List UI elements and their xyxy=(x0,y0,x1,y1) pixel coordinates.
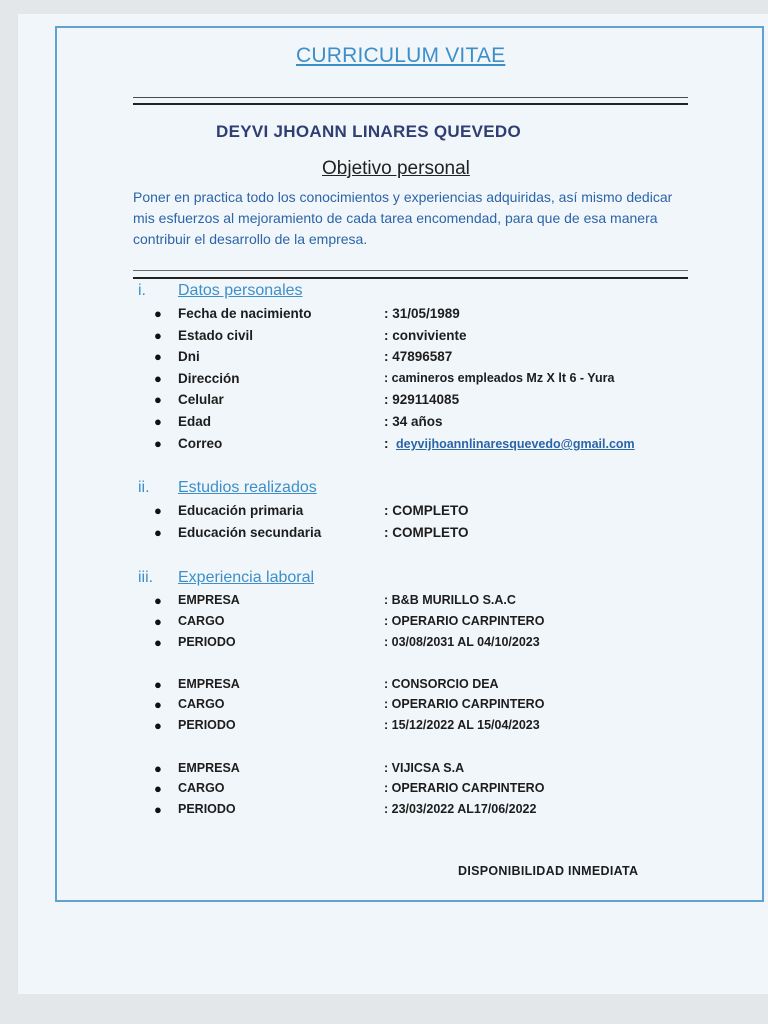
bullet-icon: ● xyxy=(154,392,162,407)
list-item xyxy=(154,802,714,822)
divider-line xyxy=(133,277,688,279)
bullet-icon: ● xyxy=(154,503,162,518)
bullet-icon: ● xyxy=(154,718,162,733)
email-link[interactable]: deyvijhoannlinaresquevedo@gmail.com xyxy=(396,437,635,451)
bullet-icon: ● xyxy=(154,593,162,608)
list-item xyxy=(154,525,714,545)
field-label: Educación secundaria xyxy=(178,525,322,540)
field-value: : OPERARIO CARPINTERO xyxy=(384,697,545,711)
field-label: Dirección xyxy=(178,371,240,386)
list-item xyxy=(154,781,714,801)
bullet-icon: ● xyxy=(154,525,162,540)
field-value: : 31/05/1989 xyxy=(384,306,460,321)
field-value: : 34 años xyxy=(384,414,443,429)
field-value: : 929114085 xyxy=(384,392,460,407)
divider-line xyxy=(133,103,688,105)
objective-text: Poner en practica todo los conocimientos y experiencias adquiridas, así mismo dedicar mis esfuerzos al mejoramiento de cada tarea encomendad, para que de esa manera contribuir el desarrollo de la empresa. xyxy=(133,189,673,247)
list-item xyxy=(154,677,714,697)
bullet-icon: ● xyxy=(154,761,162,776)
field-value: : 47896587 xyxy=(384,349,453,364)
bullet-icon: ● xyxy=(154,328,162,343)
field-label: Celular xyxy=(178,392,224,407)
objective-heading: Objetivo personal xyxy=(322,158,470,179)
field-value: : conviviente xyxy=(384,328,467,343)
bullet-icon: ● xyxy=(154,349,162,364)
list-item xyxy=(154,436,714,456)
field-label: PERIODO xyxy=(178,802,236,816)
bullet-icon: ● xyxy=(154,697,162,712)
field-label: Educación primaria xyxy=(178,503,304,518)
field-value: : 15/12/2022 AL 15/04/2023 xyxy=(384,718,540,732)
section-title-experience: Experiencia laboral xyxy=(178,569,315,586)
colon: : xyxy=(384,436,389,451)
candidate-name: DEYVI JHOANN LINARES QUEVEDO xyxy=(216,122,522,141)
bullet-icon: ● xyxy=(154,436,162,451)
field-label: PERIODO xyxy=(178,635,236,649)
field-label: CARGO xyxy=(178,614,225,628)
field-value: : B&B MURILLO S.A.C xyxy=(384,593,516,607)
field-value: : 03/08/2031 AL 04/10/2023 xyxy=(384,635,540,649)
bullet-icon: ● xyxy=(154,414,162,429)
bullet-icon: ● xyxy=(154,614,162,629)
section-number: i. xyxy=(138,282,146,299)
field-label: Edad xyxy=(178,414,212,429)
list-item xyxy=(154,593,714,613)
section-number: ii. xyxy=(138,479,150,496)
bullet-icon: ● xyxy=(154,781,162,796)
field-label: CARGO xyxy=(178,781,225,795)
list-item xyxy=(154,635,714,655)
bullet-icon: ● xyxy=(154,677,162,692)
bullet-icon: ● xyxy=(154,635,162,650)
bullet-icon: ● xyxy=(154,306,162,321)
section-title-studies: Estudios realizados xyxy=(178,479,317,496)
divider-line xyxy=(133,270,688,271)
bullet-icon: ● xyxy=(154,802,162,817)
field-value: : COMPLETO xyxy=(384,503,469,518)
field-label: EMPRESA xyxy=(178,593,240,607)
field-label: Fecha de nacimiento xyxy=(178,306,312,321)
document-title: CURRICULUM VITAE xyxy=(296,44,506,67)
list-item xyxy=(154,349,714,369)
divider-line xyxy=(133,97,688,98)
field-value: : camineros empleados Mz X lt 6 - Yura xyxy=(384,371,615,385)
field-label: EMPRESA xyxy=(178,761,240,775)
field-label: Estado civil xyxy=(178,328,254,343)
list-item xyxy=(154,718,714,738)
field-value: : OPERARIO CARPINTERO xyxy=(384,614,545,628)
list-item xyxy=(154,328,714,348)
list-item xyxy=(154,614,714,634)
field-label: Dni xyxy=(178,349,200,364)
section-title-personal: Datos personales xyxy=(178,282,303,299)
field-value: : VIJICSA S.A xyxy=(384,761,465,775)
availability-note: DISPONIBILIDAD INMEDIATA xyxy=(458,864,639,878)
field-label: EMPRESA xyxy=(178,677,240,691)
field-label: Correo xyxy=(178,436,223,451)
field-value: : OPERARIO CARPINTERO xyxy=(384,781,545,795)
field-label: CARGO xyxy=(178,697,225,711)
field-value xyxy=(384,436,635,451)
list-item xyxy=(154,414,714,434)
bullet-icon: ● xyxy=(154,371,162,386)
list-item xyxy=(154,392,714,412)
field-value: : CONSORCIO DEA xyxy=(384,677,499,691)
list-item xyxy=(154,503,714,523)
field-value: : 23/03/2022 AL17/06/2022 xyxy=(384,802,537,816)
field-value: : COMPLETO xyxy=(384,525,469,540)
list-item xyxy=(154,761,714,781)
list-item xyxy=(154,306,714,326)
field-label: PERIODO xyxy=(178,718,236,732)
list-item xyxy=(154,371,714,391)
section-number: iii. xyxy=(138,569,154,586)
list-item xyxy=(154,697,714,717)
